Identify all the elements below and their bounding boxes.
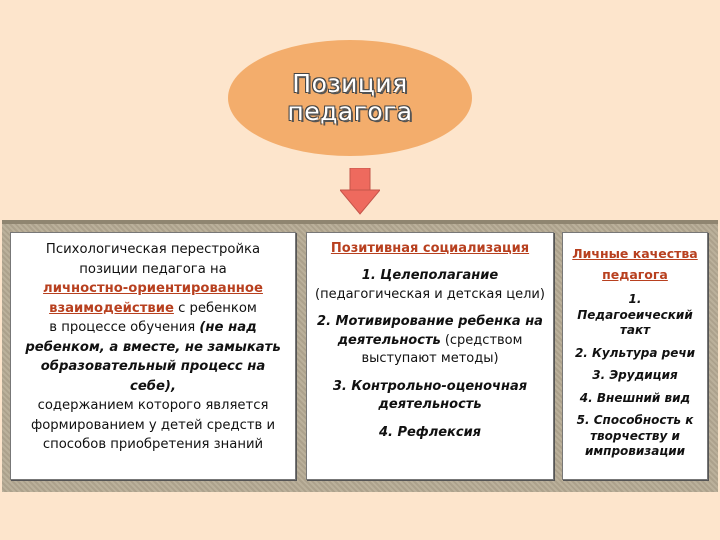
socialization-item-2: 2. Мотивирование ребенка на деятельность (средством выступают методы) <box>317 314 543 366</box>
quality-item: 2. Культура речи <box>574 345 696 360</box>
quality-item: 4. Внешний вид <box>579 390 691 405</box>
down-arrow-icon <box>340 168 380 216</box>
position-oval <box>228 40 472 156</box>
personal-qualities-card <box>562 232 708 480</box>
socialization-item-1: 1. Целеполагание (педагогическая и детская цели) <box>315 268 545 302</box>
restructuring-text: Психологическая перестройка позиции педагога на личностно-ориентированное взаимодействие с ребенком в процессе обучения (не над ребенком, а вместе, не замыкать образовательный процесс на себе), содержанием которого является формированием у детей средств и способов приобретения знаний <box>11 233 295 455</box>
title-line-2: педагога <box>287 97 413 126</box>
title-line-1: Позиция <box>292 69 408 98</box>
quality-item: 1. Педагоеический такт <box>577 292 693 337</box>
pedagogy-restructuring-card <box>10 232 296 480</box>
socialization-item-4: 4. Рефлексия <box>378 424 482 440</box>
socialization-card <box>306 232 554 480</box>
quality-item: 3. Эрудиция <box>592 368 678 382</box>
quality-item: 5. Способность к творчеству и импровизации <box>576 413 694 458</box>
socialization-item-3: 3. Контрольно-оценочная деятельность <box>332 378 528 412</box>
socialization-heading: Позитивная социализация <box>330 241 530 256</box>
link-interaction[interactable]: взаимодействие <box>49 300 174 316</box>
qualities-heading: Личные качества педагога <box>572 246 698 282</box>
link-personal-oriented[interactable]: личностно-ориентированное <box>43 281 263 296</box>
